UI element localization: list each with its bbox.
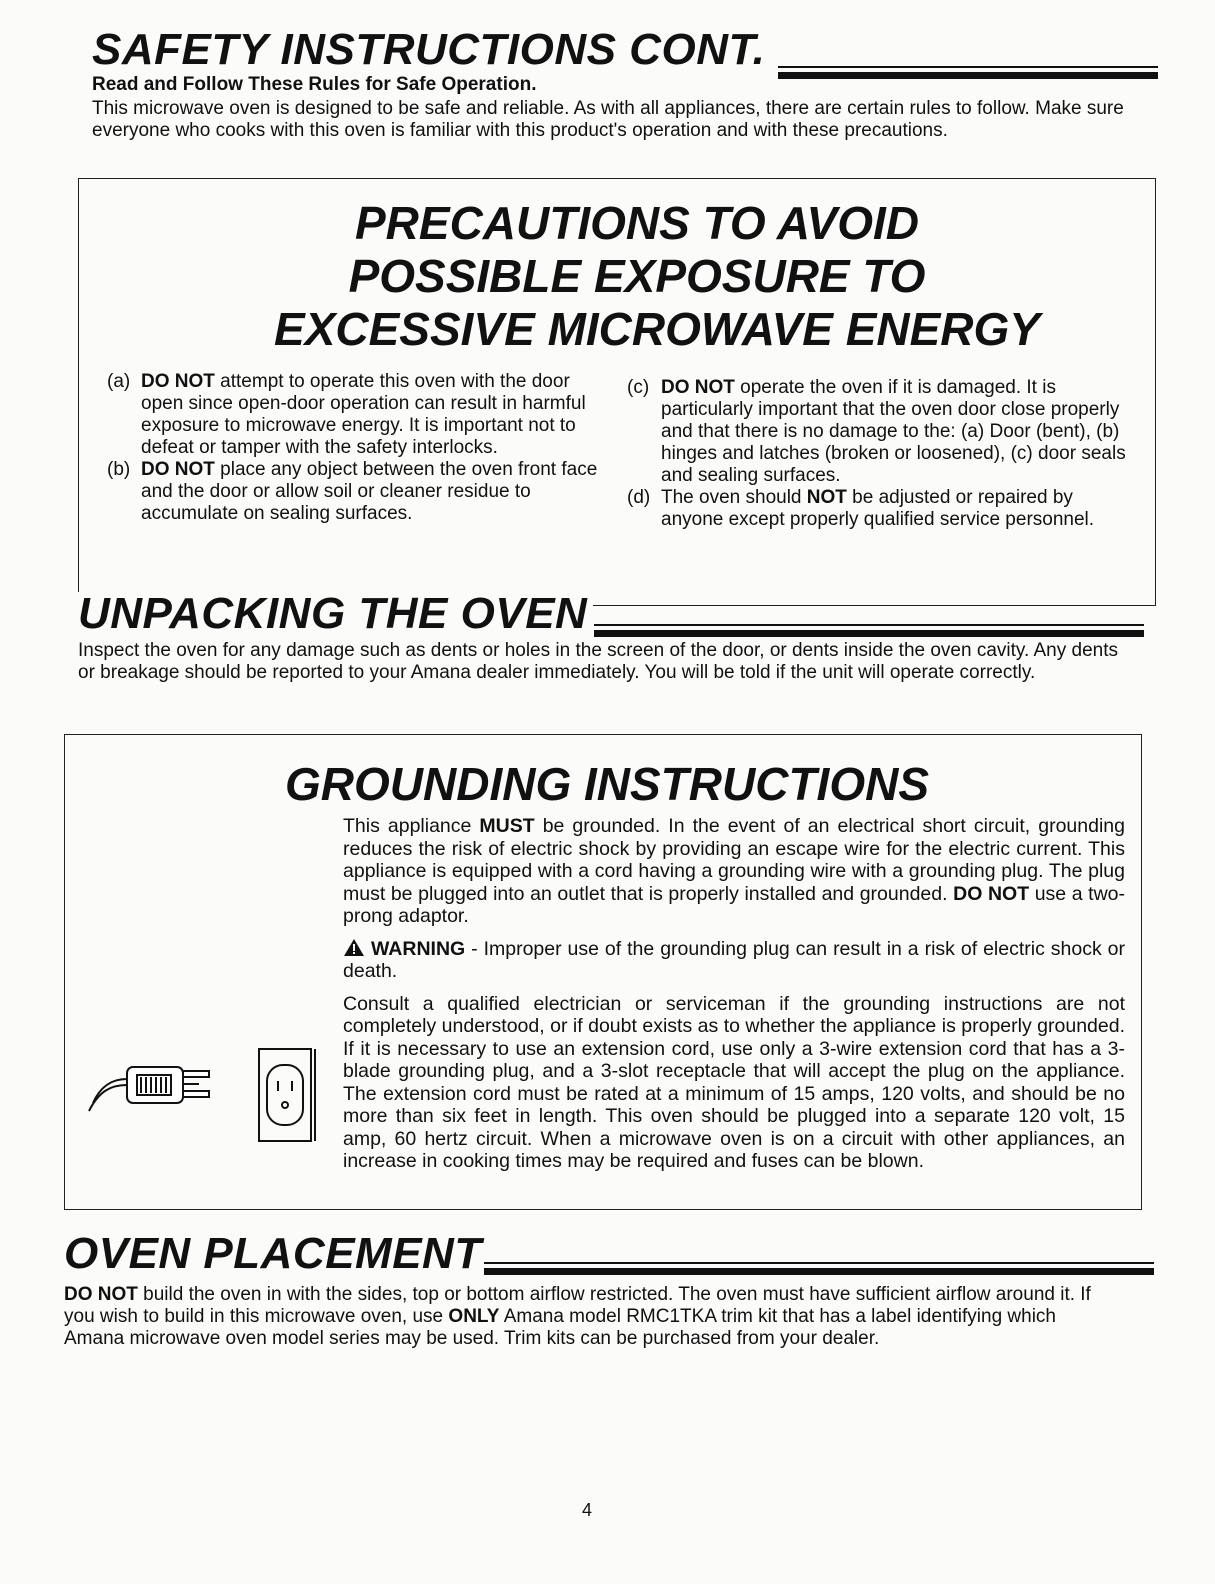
- precautions-title-line1: PRECAUTIONS TO AVOID: [355, 197, 919, 249]
- precaution-label: (d): [627, 487, 651, 508]
- precaution-label: (c): [627, 377, 650, 398]
- grounding-box: [64, 734, 1142, 1210]
- precautions-box: [78, 178, 1156, 606]
- precaution-item-d: [627, 487, 1127, 531]
- precaution-emphasis: DO NOT: [141, 459, 215, 480]
- placement-text-1: build the oven in with the sides, top or bottom airflow restricted. The oven must have sufficient airflow around it. If you wish to build in this microwave oven, use: [64, 1284, 1091, 1327]
- precautions-title-line2: POSSIBLE EXPOSURE TO: [348, 250, 926, 302]
- precaution-emphasis: NOT: [806, 487, 847, 508]
- precaution-text: place any object between the oven front face and the door or allow soil or cleaner residue to accumulate on sealing surfaces.: [141, 459, 598, 524]
- unpacking-heading: UNPACKING THE OVEN: [78, 592, 593, 636]
- unpacking-text: Inspect the oven for any damage such as dents or holes in the screen of the door, or dents inside the oven cavity. Any dents or breakage should be reported to your Amana dealer immediately. You will be told if the unit will operate correctly.: [78, 640, 1119, 683]
- placement-rule-thin: [484, 1262, 1154, 1264]
- placement-heading: OVEN PLACEMENT: [64, 1229, 482, 1278]
- placement-only: ONLY: [448, 1306, 500, 1327]
- warning-text: - Improper use of the grounding plug can result in a risk of electric shock or death.: [343, 937, 1126, 982]
- page-number: 4: [582, 1500, 593, 1520]
- safety-heading: SAFETY INSTRUCTIONS CONT.: [92, 25, 766, 74]
- warning-label: WARNING: [370, 937, 466, 960]
- grounding-warning: [343, 938, 1125, 983]
- unpacking-rule-thin: [594, 624, 1144, 626]
- placement-do-not: DO NOT: [64, 1284, 138, 1305]
- safety-subtitle: Read and Follow These Rules for Safe Operation.: [92, 74, 537, 95]
- precautions-title: [79, 197, 1155, 356]
- warning-icon: [343, 938, 365, 957]
- placement-text: [64, 1284, 1104, 1350]
- precaution-text: be adjusted or repaired by anyone except properly qualified service personnel.: [661, 487, 1095, 530]
- outlet-icon: [259, 1049, 315, 1141]
- grounding-title: GROUNDING INSTRUCTIONS: [285, 758, 929, 810]
- precaution-item-c: [627, 377, 1127, 487]
- safety-rule-thick: [778, 72, 1158, 79]
- precaution-item-b: [107, 459, 607, 525]
- precautions-left-column: [107, 371, 607, 525]
- grounding-p1-mid: be grounded. In the event of an electrical short circuit, grounding reduces the risk of electric shock by providing an escape wire for the electric current. This appliance is equipped with a cord having a grounding wire with a grounding plug. The plug must be plugged into an outlet that is properly installed and grounded.: [343, 815, 1125, 905]
- grounding-p1-pre: This appliance: [343, 815, 480, 837]
- precaution-pre: The oven should: [661, 487, 807, 508]
- precaution-text: operate the oven if it is damaged. It is particularly important that the oven door close properly and that there is no damage to the: (a) Door (bent), (b) hinges and latches (broken or loosened), (c) door seals and sealing surfaces.: [661, 377, 1126, 486]
- precaution-label: (b): [107, 459, 131, 480]
- grounding-text: [343, 815, 1125, 1183]
- safety-intro: This microwave oven is designed to be safe and reliable. As with all appliances, there are certain rules to follow. Make sure everyone who cooks with this oven is familiar with this product's operation and with these precautions.: [92, 98, 1124, 141]
- precaution-label: (a): [107, 371, 131, 392]
- grounding-paragraph-1: [343, 815, 1125, 928]
- unpacking-rule-thick: [594, 630, 1144, 637]
- precaution-text: attempt to operate this oven with the door open since open-door operation can result in harmful exposure to microwave energy. It is important not to defeat or tamper with the safety interlocks.: [141, 371, 586, 458]
- grounding-paragraph-3: Consult a qualified electrician or serviceman if the grounding instructions are not completely understood, or if doubt exists as to whether the appliance is properly grounded. If it is necessary to use an extension cord, use only a 3-wire extension cord that has a 3-blade grounding plug, and a 3-slot receptacle that will accept the plug on the appliance. The extension cord must be rated at a minimum of 15 amps, 120 volts, and should be no more than six feet in length. This oven should be plugged into a separate 120 volt, 15 amp, 60 hertz circuit. When a microwave oven is on a circuit with other appliances, an increase in cooking times may be required and fuses can be blown.: [343, 992, 1125, 1172]
- precaution-emphasis: DO NOT: [141, 371, 215, 392]
- placement-text-2: Amana model RMC1TKA trim kit that has a label identifying which Amana microwave oven model series may be used. Trim kits can be purchased from your dealer.: [64, 1306, 1056, 1349]
- precaution-emphasis: DO NOT: [661, 377, 735, 398]
- grounding-do-not: DO NOT: [953, 882, 1030, 905]
- precautions-right-column: [627, 377, 1127, 531]
- grounding-plug-icon: [89, 1067, 209, 1111]
- grounding-must: MUST: [479, 815, 535, 837]
- precautions-title-line3: EXCESSIVE MICROWAVE ENERGY: [274, 303, 1040, 355]
- safety-rule-thin: [778, 66, 1158, 68]
- plug-and-outlet-illustration: [83, 1045, 323, 1155]
- precaution-item-a: [107, 371, 607, 459]
- grounding-p1-end: use a two-prong adaptor.: [343, 882, 1125, 927]
- placement-rule-thick: [484, 1268, 1154, 1275]
